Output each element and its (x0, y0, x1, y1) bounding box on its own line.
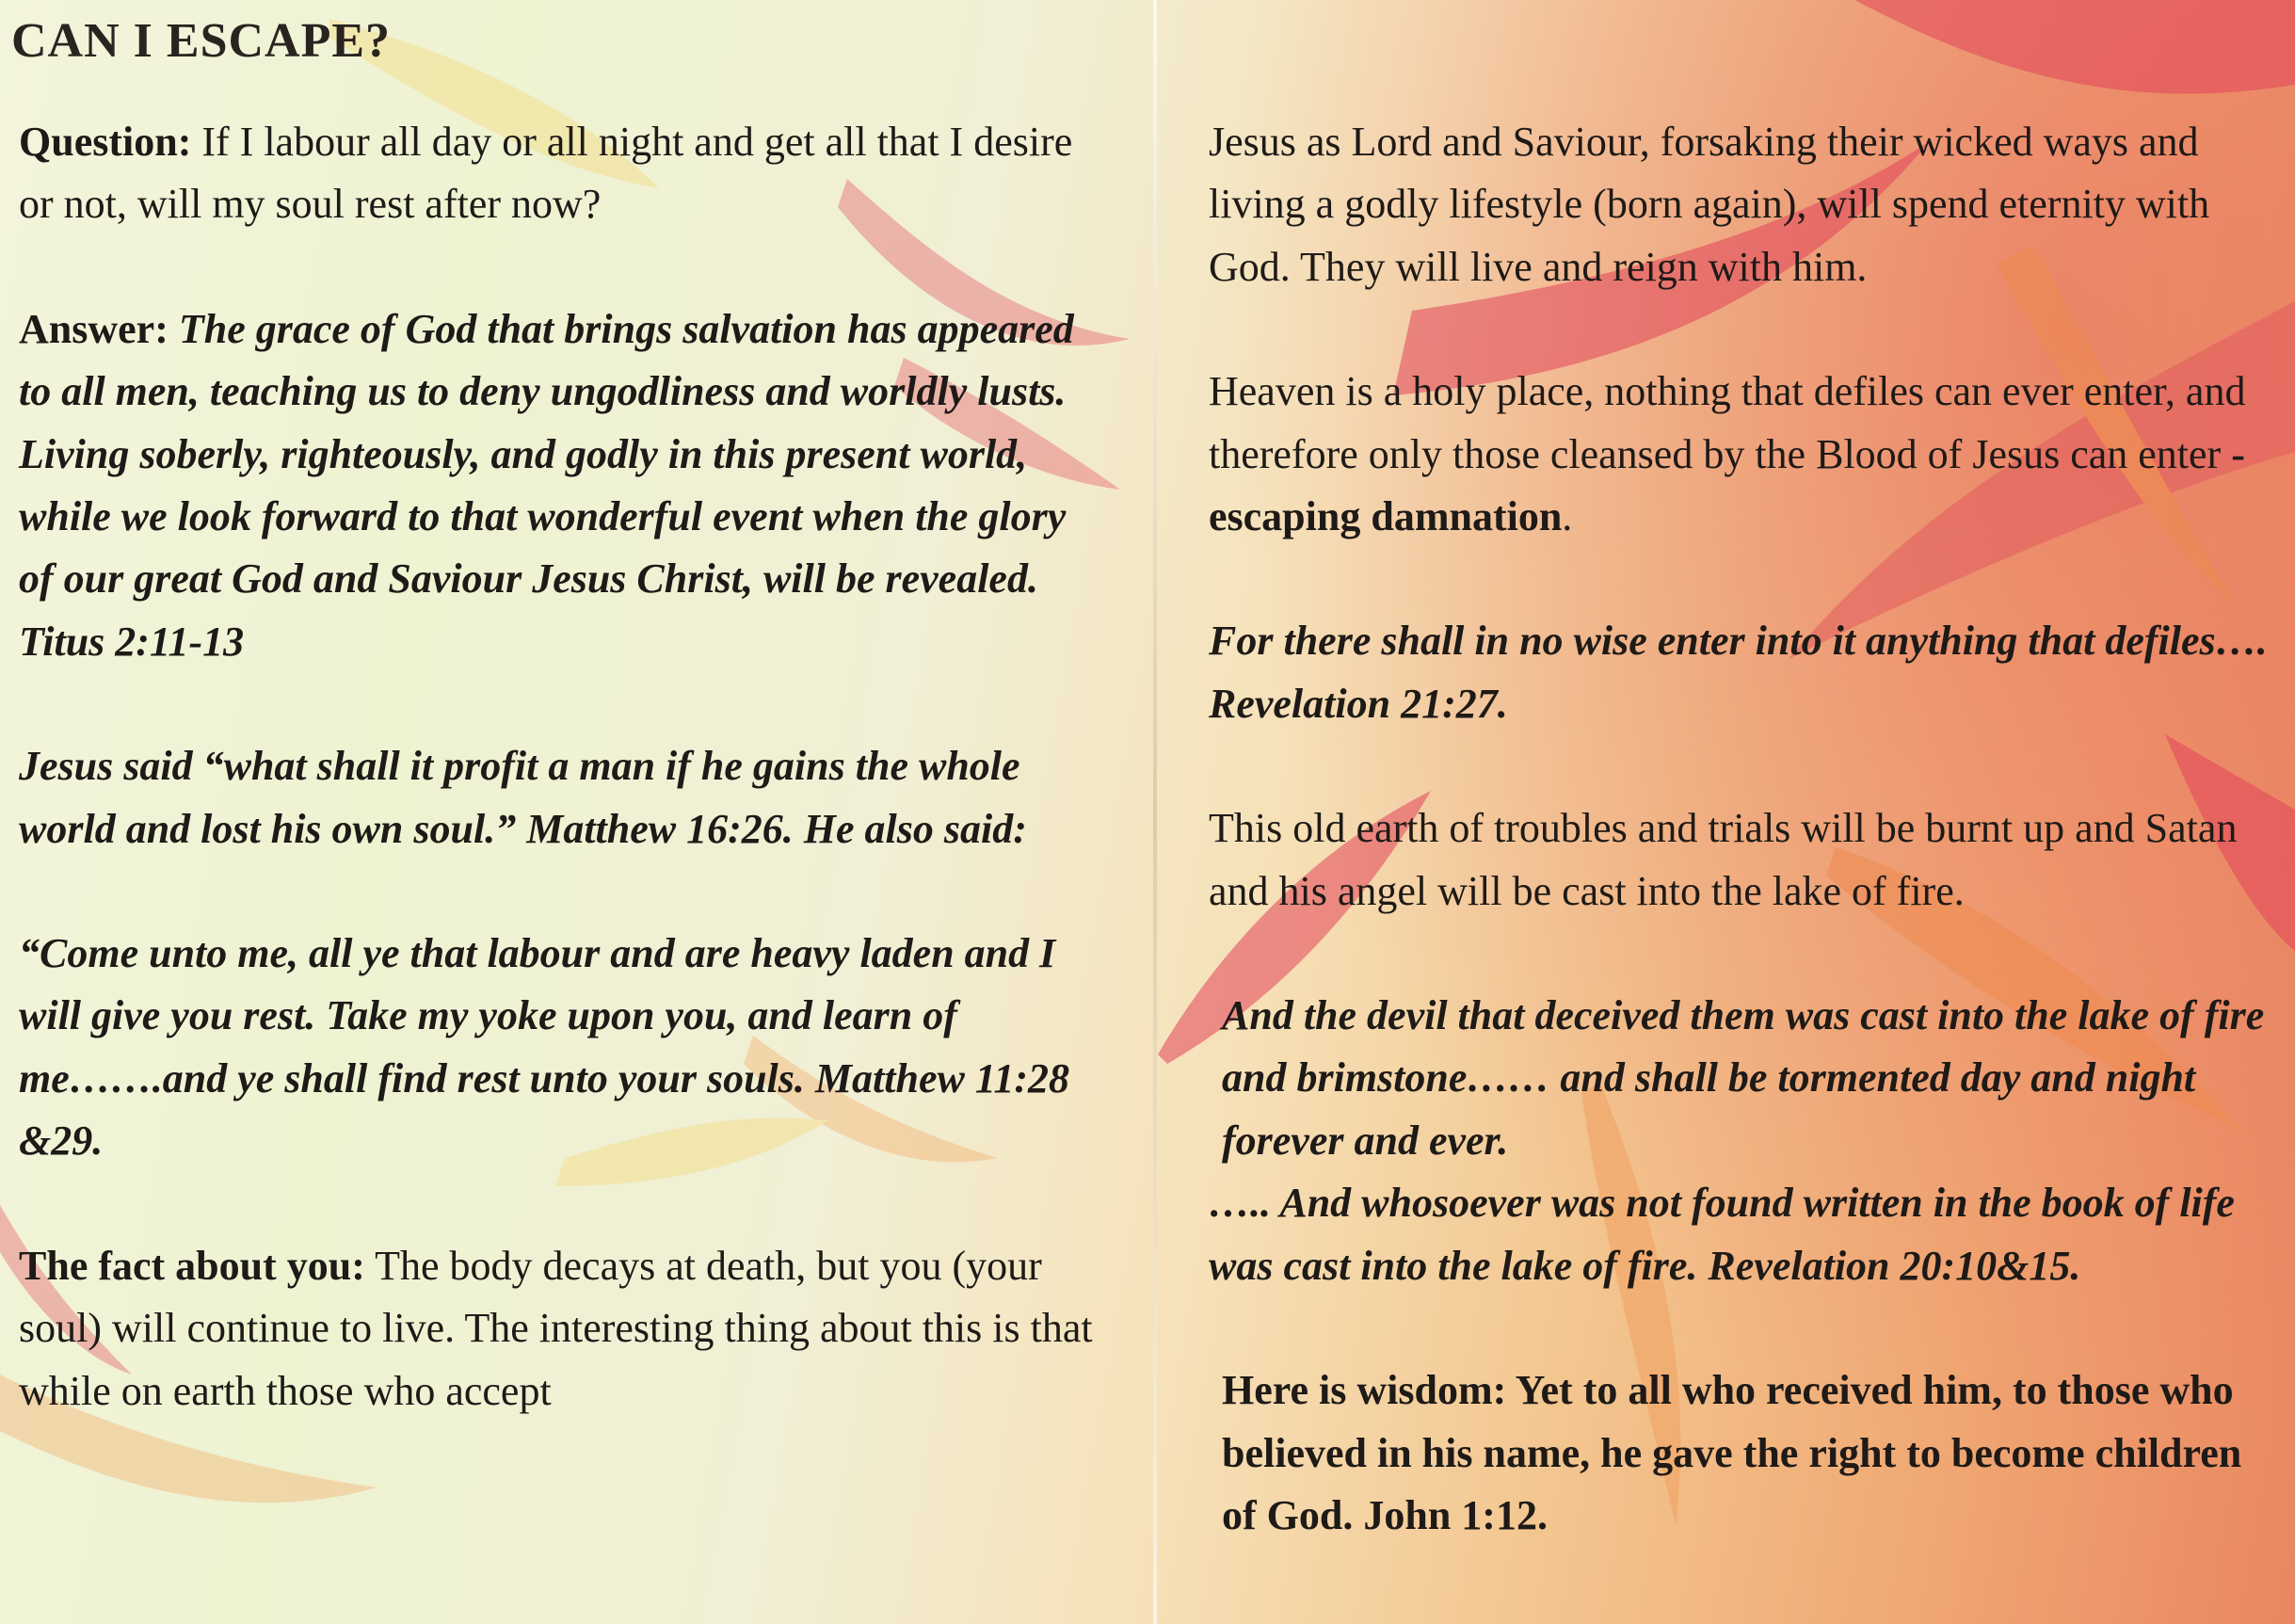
heaven-end: . (1562, 493, 1573, 540)
wisdom-paragraph: Here is wisdom: Yet to all who received him, to those who believed in his name, he gave the right to become children of God. John 1:12. (1222, 1367, 2242, 1538)
answer-label: Answer: (19, 305, 169, 352)
heaven-paragraph (1209, 361, 2282, 548)
question-text: If I labour all day or all night and get all that I desire or not, will my soul rest after now? (19, 119, 1073, 228)
right-column (1209, 111, 2282, 1547)
fact-paragraph (19, 1235, 1099, 1423)
question-label: Question: (19, 119, 192, 165)
page-title: CAN I ESCAPE? (11, 14, 392, 68)
left-column (19, 111, 1099, 1423)
escaping-damnation: -escaping damnation (1209, 430, 2245, 540)
whosoever-quote: ….. And whosoever was not found written in the book of life was cast into the lake of fire. Revelation 20:10&15. (1209, 1180, 2235, 1289)
revelation-21-quote: For there shall in no wise enter into it anything that defiles…. Revelation 21:27. (1209, 618, 2268, 727)
jesus-said-paragraph: Jesus said “what shall it profit a man if he gains the whole world and lost his own soul.” Matthew 16:26. He also said: (19, 743, 1027, 852)
devil-quote: And the devil that deceived them was cast into the lake of fire and brimstone…… and shall be tormented day and night forever and ever. (1222, 992, 2265, 1164)
answer-text: The grace of God that brings salvation has appeared to all men, teaching us to deny ungodliness and worldly lusts. Living soberly, righteously, and godly in this present world, while we look forward to that wonderful event when the glory of our great God and Saviour Jesus Christ, will be revealed. Titus 2:11-13 (19, 305, 1074, 665)
heaven-text: Heaven is a holy place, nothing that defiles can ever enter, and therefore only those cleansed by the Blood of Jesus can enter (1209, 368, 2246, 477)
fact-label: The fact about you: (19, 1242, 365, 1289)
fact-text: The body decays at death, but you (your soul) will continue to live. The interesting thing about this is that while on earth those who accept (19, 1242, 1093, 1414)
old-earth-paragraph: This old earth of troubles and trials will be burnt up and Satan and his angel will be cast into the lake of fire. (1209, 805, 2238, 914)
question-paragraph (19, 111, 1099, 236)
continuation-paragraph: Jesus as Lord and Saviour, forsaking their wicked ways and living a godly lifestyle (born again), will spend eternity with God. They will live and reign with him. (1209, 119, 2210, 290)
answer-paragraph (19, 298, 1099, 673)
come-unto-me-quote: “Come unto me, all ye that labour and are heavy laden and I will give you rest. Take my yoke upon you, and learn of me…….and ye shall find rest unto your souls. Matthew 11:28 &29. (19, 930, 1070, 1165)
page-fold (1153, 0, 1157, 1624)
